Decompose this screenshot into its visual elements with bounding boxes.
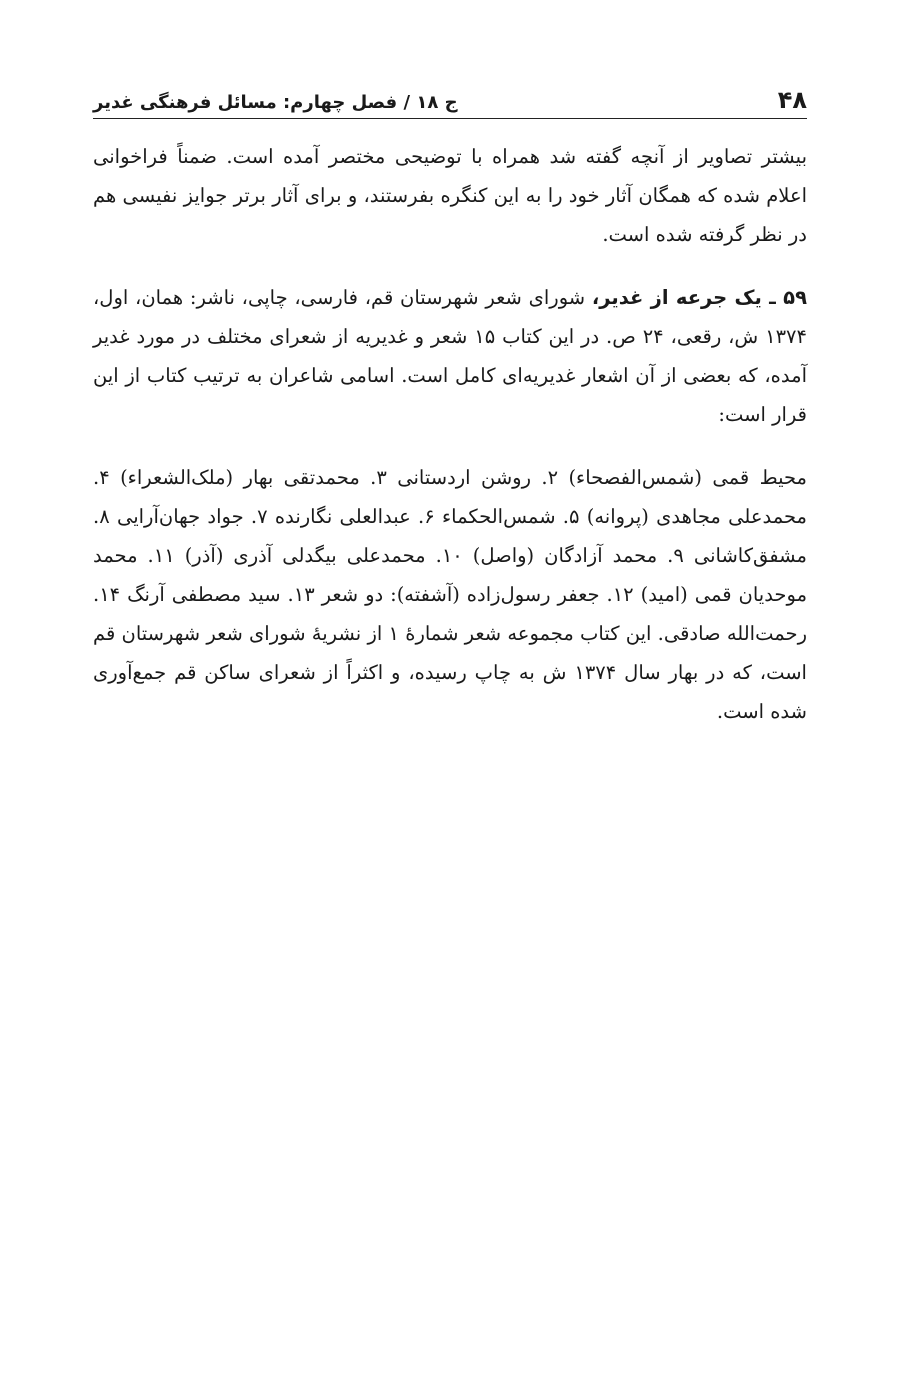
book-page [93,70,807,755]
body-text [93,137,807,731]
page-number: ۴۸ [777,86,807,114]
poet-list-paragraph: محیط قمی (شمس‌الفصحاء) ۲. روشن اردستانی ۳. محمدتقی بهار (ملک‌الشعراء) ۴. محمدعلی مجاهدی (پروانه) ۵. شمس‌الحکماء ۶. عبدالعلی نگارنده ۷. جواد جهان‌آرایی ۸. مشفق‌کاشانی ۹. محمد آزادگان (واصل) ۱۰. محمدعلی بیگدلی آذری (آذر) ۱۱. محمد موحدیان قمی (امید) ۱۲. جعفر رسول‌زاده (آشفته): دو شعر ۱۳. سید مصطفی آرنگ ۱۴. رحمت‌الله صادقی. این کتاب مجموعه شعر شمارهٔ ۱ از نشریهٔ شورای شعر شهرستان قم است، که در بهار سال ۱۳۷۴ ش به چاپ رسیده، و اکثراً از شعرای ساکن قم جمع‌آوری شده است. [93,466,808,723]
bibliography-entry [93,278,807,434]
running-header [93,70,807,119]
entry-text: شورای شعر شهرستان قم، فارسی، چاپی، ناشر: همان، اول، ۱۳۷۴ ش، رقعی، ۲۴ ص. در این کتاب ۱۵ شعر و غدیریه از شعرای مختلف در مورد غدیر آمده، که بعضی از آن اشعار غدیریه‌ای کامل است. اسامی شاعران به ترتیب کتاب از این قرار است: [93,286,807,426]
entry-heading: ۵۹ ـ یک جرعه از غدیر، [591,286,807,309]
chapter-title: ج ۱۸ / فصل چهارم: مسائل فرهنگی غدیر [93,92,458,113]
paragraph-intro: بیشتر تصاویر از آنچه گفته شد همراه با توضیحی مختصر آمده است. ضمناً فراخوانی اعلام شده که همگان آثار خود را به این کنگره بفرستند، و برای آثار برتر جوایز نفیسی هم در نظر گرفته شده است. [93,145,807,246]
